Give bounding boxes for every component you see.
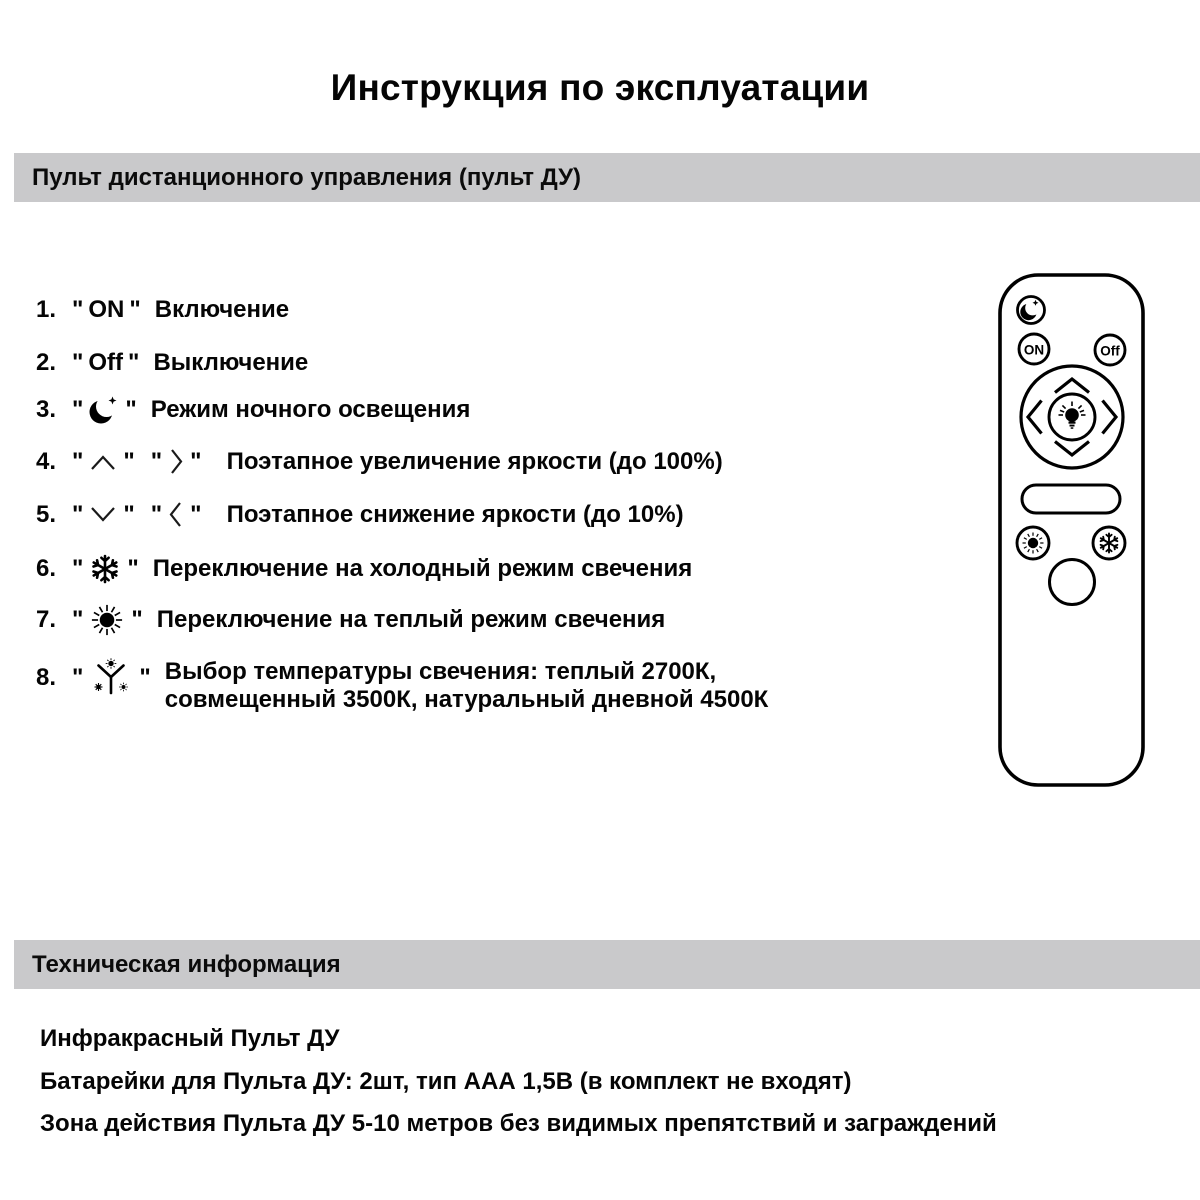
mini-sun-top [106, 658, 117, 669]
item-text: Поэтапное увеличение яркости (до 100%) [226, 448, 723, 475]
quote-mark: " [190, 448, 202, 475]
off-button-label: Off [1100, 343, 1120, 359]
quote-mark: " [72, 396, 84, 423]
item-text: Переключение на теплый режим свечения [156, 606, 666, 633]
item-text-line2: совмещенный 3500К, натуральный дневной 4500К [164, 686, 769, 713]
item-number: 2. [36, 349, 57, 376]
list-item-night-mode [36, 390, 470, 430]
chevron-down-icon [88, 504, 118, 526]
item-text: Переключение на холодный режим свечения [152, 555, 693, 582]
quote-mark: " [72, 664, 84, 691]
list-item-off [36, 345, 308, 381]
mini-sun-right [119, 683, 128, 692]
on-button-label: ON [1023, 342, 1045, 358]
section-header-remote-label: Пульт дистанционного управления (пульт ДУ) [32, 163, 581, 191]
page-title: Инструкция по эксплуатации [330, 67, 870, 108]
quote-mark: " [72, 448, 84, 475]
pill-button [1022, 485, 1120, 513]
off-label: Off [88, 349, 124, 376]
section-header-remote [14, 153, 1200, 202]
list-item-cold-mode [36, 549, 692, 589]
section-header-tech-label: Техническая информация [32, 950, 341, 978]
item-text: Включение [154, 296, 290, 323]
item-text: Выключение [153, 349, 309, 376]
quote-mark: " [139, 664, 151, 691]
cold-mode-button [1093, 527, 1125, 559]
quote-mark: " [127, 555, 139, 582]
moon-star-icon [88, 394, 120, 426]
dpad [1021, 366, 1123, 468]
quote-mark: " [72, 349, 84, 376]
item-number: 3. [36, 396, 57, 423]
quote-mark: " [72, 501, 84, 528]
round-button [1050, 560, 1095, 605]
off-button [1095, 335, 1125, 365]
remote-control-illustration [995, 270, 1150, 800]
quote-mark: " [129, 296, 141, 323]
quote-mark: " [128, 349, 140, 376]
mini-snowflake-left [95, 683, 103, 691]
item-number: 8. [36, 664, 57, 691]
chevron-right-icon [167, 447, 185, 477]
quote-mark: " [131, 606, 143, 633]
color-temperature-icon [88, 658, 134, 698]
item-number: 7. [36, 606, 57, 633]
list-item-warm-mode [36, 598, 665, 642]
quote-mark: " [125, 396, 137, 423]
warm-mode-button [1017, 527, 1049, 559]
on-button [1019, 334, 1049, 364]
quote-mark: " [72, 555, 84, 582]
list-item-brightness-down [36, 497, 684, 533]
item-text: Поэтапное снижение яркости (до 10%) [226, 501, 684, 528]
item-text-line1: Выбор температуры свечения: теплый 2700К, [164, 658, 717, 685]
quote-mark: " [190, 501, 202, 528]
chevron-left-icon [167, 500, 185, 530]
tech-info-line: Инфракрасный Пульт ДУ [40, 1025, 340, 1052]
item-number: 4. [36, 448, 57, 475]
list-item-on [36, 292, 289, 328]
on-label: ON [88, 296, 125, 323]
item-number: 5. [36, 501, 57, 528]
quote-mark: " [123, 448, 135, 475]
quote-mark: " [150, 448, 163, 475]
night-mode-button [1018, 297, 1045, 324]
quote-mark: " [123, 501, 135, 528]
quote-mark: " [72, 296, 84, 323]
sun-icon [88, 601, 126, 639]
item-text: Режим ночного освещения [150, 396, 471, 423]
quote-mark: " [150, 501, 163, 528]
tech-info-line: Зона действия Пульта ДУ 5-10 метров без видимых препятствий и заграждений [40, 1110, 997, 1137]
list-item-brightness-up [36, 444, 723, 480]
chevron-up-icon [88, 451, 118, 473]
quote-mark: " [72, 606, 84, 633]
tech-info-line: Батарейки для Пульта ДУ: 2шт, тип ААА 1,5В (в комплект не входят) [40, 1068, 852, 1095]
item-number: 6. [36, 555, 57, 582]
section-header-tech [14, 940, 1200, 989]
item-number: 1. [36, 296, 57, 323]
snowflake-icon [88, 552, 122, 586]
list-item-temperature-select [36, 658, 768, 714]
